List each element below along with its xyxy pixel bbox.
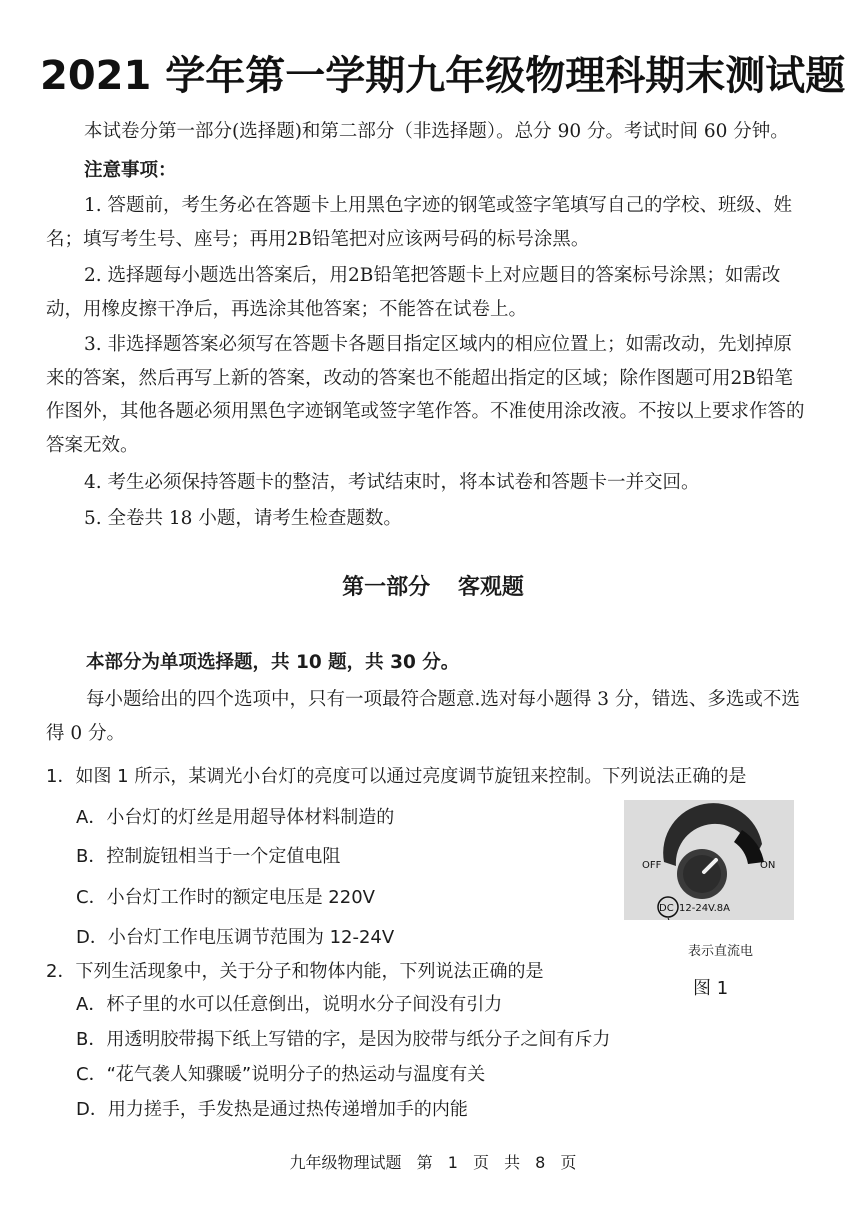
dimmer-knob-illustration [624,800,794,920]
question-option: C．“花气袭人知骤暖”说明分子的热运动与温度有关 [76,1064,486,1085]
dc-label: DC [659,903,674,914]
notice-heading: 注意事项： [84,160,177,181]
section-title: 第一部分 客观题 [342,575,524,600]
question-option: D．用力搓手，手发热是通过热传递增加手的内能 [76,1099,468,1120]
on-label: ON [760,860,776,871]
figure-note: 表示直流电 [688,944,754,959]
question-option: A．杯子里的水可以任意倒出，说明水分子间没有引力 [76,994,503,1015]
notice-item: 1. 答题前，考生务必在答题卡上用黑色字迹的钢笔或签字笔填写自己的学校、班级、姓名；填写考生号、座号；再用2B铅笔把对应该两号码的标号涂黑。 [46,195,793,250]
notice-item: 2. 选择题每小题选出答案后，用2B铅笔把答题卡上对应题目的答案标号涂黑；如需改动，用橡皮擦干净后，再选涂其他答案；不能答在试卷上。 [46,265,781,320]
question-stem: 2．下列生活现象中，关于分子和物体内能，下列说法正确的是 [46,961,544,982]
section-description: 本部分为单项选择题，共 10 题，共 30 分。 [86,652,460,673]
exam-title: 2021 学年第一学期九年级物理科期末测试题 [40,53,846,99]
figure-label: 图 1 [693,978,729,999]
question-option: B．控制旋钮相当于一个定值电阻 [76,846,341,867]
page-footer: 九年级物理试题 第 1 页 共 8 页 [289,1153,577,1172]
question-option: A．小台灯的灯丝是用超导体材料制造的 [76,807,395,828]
question-option: C．小台灯工作时的额定电压是 220V [76,887,375,908]
off-label: OFF [642,860,662,871]
intro-text: 本试卷分第一部分(选择题)和第二部分（非选择题）。总分 90 分。考试时间 60 分钟。 [84,121,789,142]
question-option: B．用透明胶带揭下纸上写错的字，是因为胶带与纸分子之间有斥力 [76,1029,611,1050]
section-rule: 每小题给出的四个选项中，只有一项最符合题意.选对每小题得 3 分，错选、多选或不选得 0 分。 [46,689,800,744]
dimmer-knob-figure [624,800,794,920]
notice-item: 5. 全卷共 18 小题，请考生检查题数。 [84,508,402,529]
question-stem: 1．如图 1 所示，某调光小台灯的亮度可以通过亮度调节旋钮来控制。下列说法正确的是 [46,766,747,787]
rating-label: 12-24V.8A [679,903,730,914]
notice-item: 4. 考生必须保持答题卡的整洁，考试结束时，将本试卷和答题卡一并交回。 [84,472,700,493]
question-option: D．小台灯工作电压调节范围为 12-24V [76,927,395,948]
notice-item: 3. 非选择题答案必须写在答题卡各题目指定区域内的相应位置上；如需改动，先划掉原来的答案，然后再写上新的答案，改动的答案也不能超出指定的区域；除作图题可用2B铅笔作图外，其他各题必须用黑色字迹钢笔或签字笔作答。不准使用涂改液。不按以上要求作答的答案无效。 [46,334,805,456]
